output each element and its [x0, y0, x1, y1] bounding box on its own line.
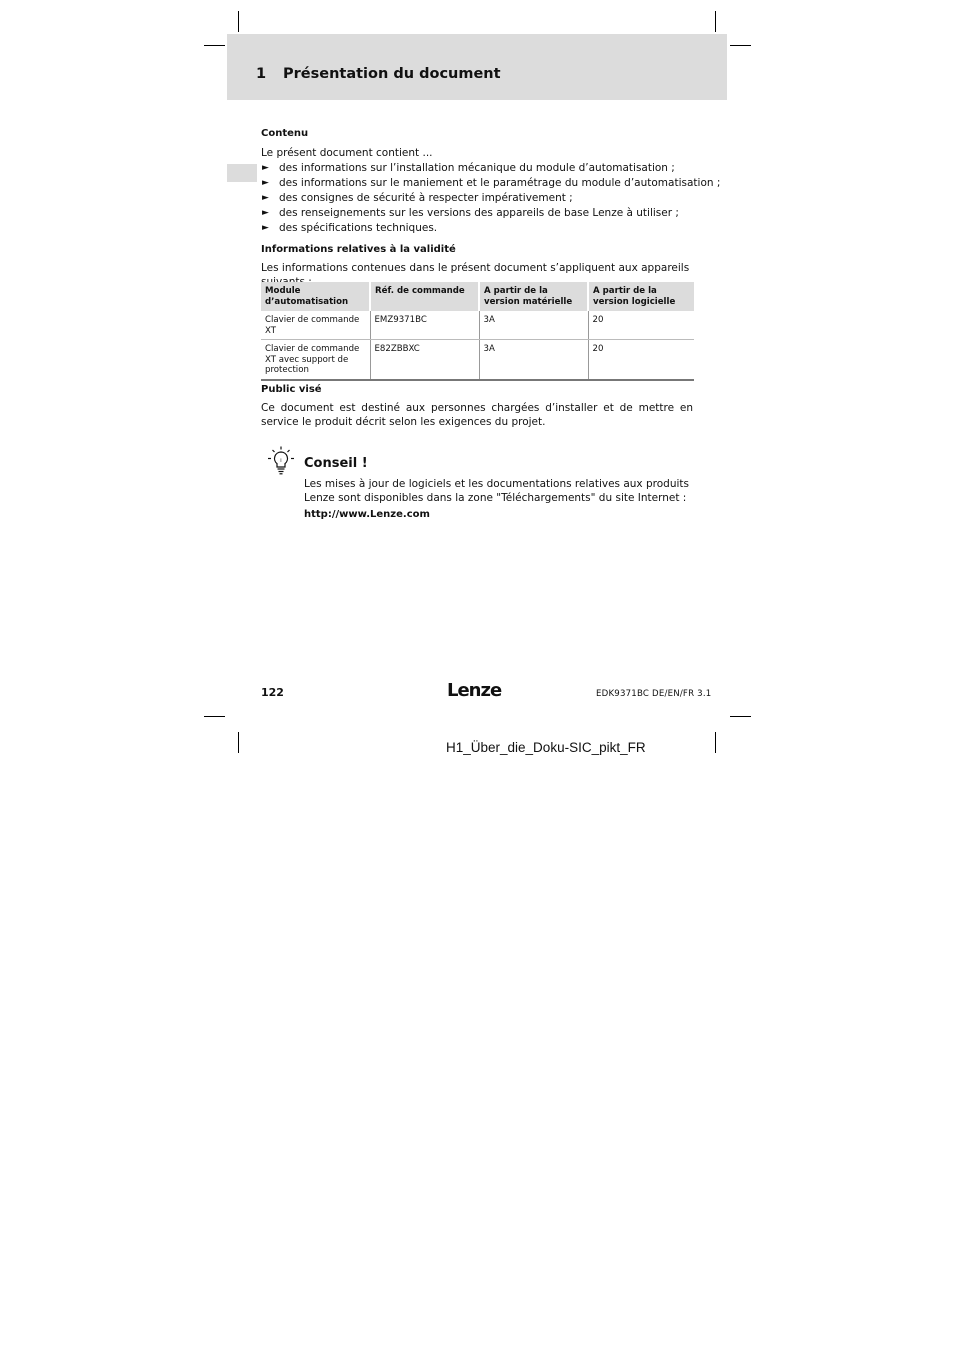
- arrow-bullet-icon: ►: [262, 163, 269, 173]
- arrow-bullet-icon: ►: [262, 223, 269, 233]
- validity-intro: Les informations contenues dans le présent document s’appliquent aux appareils: [261, 262, 690, 274]
- table-row: [261, 311, 694, 340]
- table-cell: Clavier de commande XT avec support de protection: [261, 340, 370, 380]
- arrow-bullet-icon: ►: [262, 178, 269, 188]
- crop-mark: [730, 45, 751, 46]
- section-heading-contenu: Contenu: [261, 128, 309, 139]
- svg-text:i: i: [280, 458, 282, 464]
- lightbulb-icon: [266, 446, 296, 476]
- table-header-cell: A partir de la version logicielle: [588, 282, 694, 311]
- table-cell: 20: [588, 311, 694, 340]
- crop-mark: [730, 716, 751, 717]
- crop-mark: [715, 732, 716, 753]
- arrow-bullet-icon: ►: [262, 193, 269, 203]
- table-header-cell: Module d’automatisation: [261, 282, 370, 311]
- table-cell: 3A: [479, 340, 588, 380]
- arrow-bullet-icon: ►: [262, 208, 269, 218]
- crop-mark: [715, 11, 716, 32]
- validity-table: [261, 282, 694, 381]
- tip-title: Conseil !: [304, 456, 368, 471]
- crop-mark: [238, 11, 239, 32]
- tip-text: Les mises à jour de logiciels et les documentations relatives aux produits Lenze sont disponibles dans la zone "Téléchargements" du site Internet :: [304, 478, 689, 504]
- page-number: 122: [261, 686, 284, 699]
- table-header-cell: A partir de la version matérielle: [479, 282, 588, 311]
- table-cell: 3A: [479, 311, 588, 340]
- list-item: ► des informations sur l’installation mécanique du module d’automatisation ;: [262, 162, 675, 174]
- tip-link[interactable]: http://www.Lenze.com: [304, 509, 430, 520]
- content-intro: Le présent document contient ...: [261, 147, 433, 159]
- list-item: ► des consignes de sécurité à respecter impérativement ;: [262, 192, 573, 204]
- table-cell: Clavier de commande XT: [261, 311, 370, 340]
- file-label: H1_Über_die_Doku-SIC_pikt_FR: [446, 740, 646, 755]
- crop-mark: [204, 716, 225, 717]
- document-reference: EDK9371BC DE/EN/FR 3.1: [596, 689, 712, 699]
- lenze-logo: Lenze: [447, 680, 502, 701]
- table-row: [261, 340, 694, 380]
- crop-mark: [204, 45, 225, 46]
- chapter-title-text: Présentation du document: [283, 66, 501, 82]
- content-bullet-list: [261, 161, 720, 236]
- tip-block: [304, 456, 694, 520]
- chapter-title: [256, 64, 501, 84]
- list-item: ► des spécifications techniques.: [262, 222, 438, 234]
- table-header-row: [261, 282, 694, 311]
- list-item: ► des renseignements sur les versions des appareils de base Lenze à utiliser ;: [262, 207, 679, 219]
- side-tab-marker: [227, 164, 257, 182]
- section-heading-audience: Public visé: [261, 384, 322, 395]
- crop-mark: [238, 732, 239, 753]
- audience-text: Ce document est destiné aux personnes chargées d’installer et de mettre en service le produit décrit selon les exigences du projet.: [261, 402, 693, 428]
- chapter-number: 1: [256, 66, 267, 82]
- table-cell: EMZ9371BC: [370, 311, 479, 340]
- list-item: ► des informations sur le maniement et le paramétrage du module d’automatisation ;: [262, 177, 721, 189]
- table-cell: 20: [588, 340, 694, 380]
- table-header-cell: Réf. de commande: [370, 282, 479, 311]
- table-cell: E82ZBBXC: [370, 340, 479, 380]
- section-heading-validity: Informations relatives à la validité: [261, 244, 456, 255]
